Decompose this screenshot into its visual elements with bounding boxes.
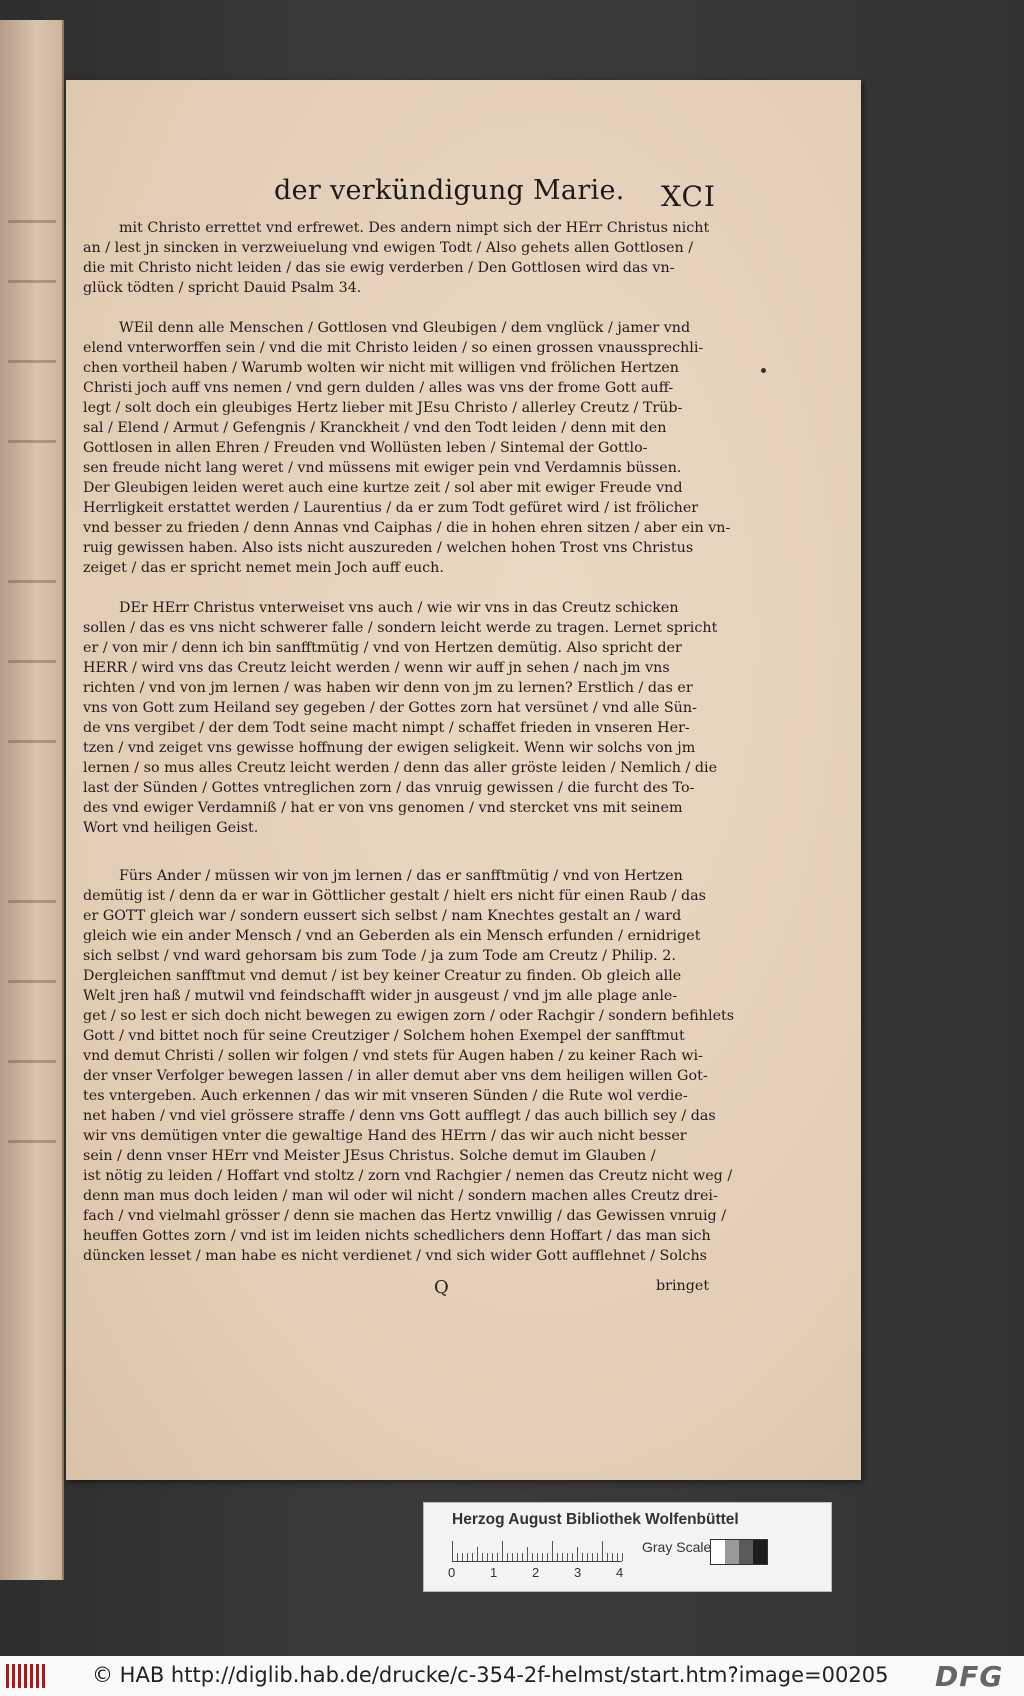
text-line: tzen / vnd zeiget vns gewisse hoffnung der ewigen seligkeit. Wenn wir solchs von jm <box>83 740 696 756</box>
text-line: get / so lest er sich doch nicht bewegen zu ewigen zorn / oder Rachgir / sondern befihlets <box>83 1008 735 1024</box>
ruler-tick <box>547 1553 548 1561</box>
ruler-number: 4 <box>616 1565 624 1580</box>
ruler-tick <box>577 1547 578 1561</box>
text-line: ruig gewissen haben. Also ists nicht auszureden / welchen hohen Trost vns Christus <box>83 540 694 556</box>
ruler <box>452 1539 622 1562</box>
text-line: vns von Gott zum Heiland sey gegeben / der Gottes zorn hat versünet / vnd alle Sün- <box>83 700 697 716</box>
ruler-tick <box>582 1553 583 1561</box>
folio-number: XCI <box>661 180 716 213</box>
text-line: Dergleichen sanfftmut vnd demut / ist bey keiner Creatur zu finden. Ob gleich alle <box>83 968 682 984</box>
text-line: chen vortheil haben / Warumb wolten wir nicht mit willigen vnd frölichen Hertzen <box>83 360 679 376</box>
text-line: ist nötig zu leiden / Hoffart vnd stoltz / zorn vnd Rachgier / nemen das Creutz nicht weg / <box>83 1168 733 1184</box>
text-line: wir vns demütigen vnter die gewaltige Hand des HErrn / das wir auch nicht besser <box>83 1128 687 1144</box>
ruler-tick <box>527 1547 528 1561</box>
text-line: Fürs Ander / müssen wir von jm lernen / das er sanfftmütig / vnd von Hertzen <box>119 868 683 884</box>
ruler-tick <box>487 1553 488 1561</box>
ruler-tick <box>462 1553 463 1561</box>
ruler-tick <box>542 1553 543 1561</box>
text-line: HERR / wird vns das Creutz leicht werden / wenn wir auff jn sehen / nach jm vns <box>83 660 670 676</box>
text-line: last der Sünden / Gottes vntreglichen zorn / das vnruig gewissen / die furcht des To- <box>83 780 695 796</box>
text-line: des vnd ewiger Verdamniß / hat er von vns genomen / vnd stercket vns mit seinem <box>83 800 683 816</box>
ruler-tick <box>587 1553 588 1561</box>
text-line: tes vntergeben. Auch erkennen / das wir mit vnseren Sünden / die Rute wol verdie- <box>83 1088 688 1104</box>
text-line: sich selbst / vnd ward gehorsam bis zum Tode / ja zum Tode am Creutz / Philip. 2. <box>83 948 676 964</box>
text-line: Christi joch auff vns nemen / vnd gern dulden / alles was vns der frome Gott auff- <box>83 380 674 396</box>
text-line: Herrligkeit erstattet werden / Laurentius / da er zum Todt gefüret wird / ist frölicher <box>83 500 699 516</box>
text-line: gleich wie ein ander Mensch / vnd an Geberden als ein Mensch erfunden / ernidriget <box>83 928 701 944</box>
gray-scale-swatches <box>710 1539 768 1565</box>
text-line: an / lest jn sincken in verzweiuelung vnd ewigen Todt / Also gehets allen Gottlosen / <box>83 240 694 256</box>
ruler-tick <box>557 1553 558 1561</box>
paragraph <box>83 218 748 298</box>
ruler-tick <box>617 1553 618 1561</box>
gray-swatch <box>753 1540 767 1564</box>
text-line: glück tödten / spricht Dauid Psalm 34. <box>83 280 362 296</box>
text-line: Welt jren haß / mutwil vnd feindschafft wider jn ausgeust / vnd jm alle plage anle- <box>83 988 678 1004</box>
ruler-tick <box>452 1541 453 1561</box>
text-line: er GOTT gleich war / sondern eussert sich selbst / nam Knechtes gestalt an / ward <box>83 908 682 924</box>
ruler-tick <box>592 1553 593 1561</box>
ruler-tick <box>597 1553 598 1561</box>
ruler-tick <box>502 1541 503 1561</box>
ruler-number: 0 <box>448 1565 456 1580</box>
text-line: Gottlosen in allen Ehren / Freuden vnd Wollüsten leben / Sintemal der Gottlo- <box>83 440 648 456</box>
ruler-number: 1 <box>490 1565 498 1580</box>
dfg-logo: DFG <box>935 1660 1004 1693</box>
text-line: lernen / so mus alles Creutz leicht werden / denn das aller gröste leiden / Nemlich / die <box>83 760 718 776</box>
text-line: richten / vnd von jm lernen / was haben wir denn von jm zu lernen? Erstlich / das er <box>83 680 693 696</box>
text-line: Der Gleubigen leiden weret auch eine kurtze zeit / sol aber mit ewiger Freude vnd <box>83 480 683 496</box>
ruler-tick <box>457 1553 458 1561</box>
gray-swatch <box>739 1540 753 1564</box>
text-line: demütig ist / denn da er war in Göttlicher gestalt / hielt ers nicht für einen Raub / das <box>83 888 707 904</box>
text-line: zeiget / das er spricht nemet mein Joch auff euch. <box>83 560 444 576</box>
footer-bar <box>0 1656 1024 1696</box>
ruler-tick <box>467 1553 468 1561</box>
text-line: net haben / vnd viel grössere straffe / denn vns Gott aufflegt / das auch billich sey / das <box>83 1108 716 1124</box>
ruler-tick <box>512 1553 513 1561</box>
running-head: der verkündigung Marie. <box>274 175 625 206</box>
ruler-tick <box>562 1553 563 1561</box>
ruler-tick <box>622 1553 623 1561</box>
text-line: denn man mus doch leiden / man wil oder wil nicht / sondern machen alles Creutz drei- <box>83 1188 718 1204</box>
ruler-tick <box>607 1553 608 1561</box>
previous-page-edge <box>0 20 64 1580</box>
ruler-tick <box>537 1553 538 1561</box>
ruler-tick <box>572 1553 573 1561</box>
ruler-tick <box>507 1553 508 1561</box>
ruler-tick <box>522 1553 523 1561</box>
text-line: Wort vnd heiligen Geist. <box>83 820 259 836</box>
hab-logo-stripes <box>6 1664 46 1688</box>
color-calibration-card <box>423 1502 832 1592</box>
gray-scale-label: Gray Scale <box>642 1539 712 1555</box>
card-title: Herzog August Bibliothek Wolfenbüttel <box>452 1511 739 1528</box>
ruler-tick <box>552 1541 553 1561</box>
ruler-tick <box>492 1553 493 1561</box>
text-line: sollen / das es vns nicht schwerer falle / sondern leicht werde zu tragen. Lernet spricht <box>83 620 718 636</box>
text-line: fach / vnd vielmahl grösser / denn sie machen das Hertz vnwillig / das Gewissen vnruig / <box>83 1208 727 1224</box>
text-line: vnd besser zu frieden / denn Annas vnd Caiphas / die in hohen ehren sitzen / aber ein vn- <box>83 520 731 536</box>
ink-spot <box>761 368 766 373</box>
ruler-number: 2 <box>532 1565 540 1580</box>
text-line: mit Christo errettet vnd erfrewet. Des andern nimpt sich der HErr Christus nicht <box>119 220 710 236</box>
footer-citation[interactable]: © HAB http://diglib.hab.de/drucke/c-354-2f-helmst/start.htm?image=00205 <box>92 1663 889 1687</box>
text-line: die mit Christo nicht leiden / das sie ewig verderben / Den Gottlosen wird das vn- <box>83 260 675 276</box>
ruler-tick <box>517 1553 518 1561</box>
paragraph <box>83 598 748 838</box>
ruler-tick <box>477 1547 478 1561</box>
text-line: sal / Elend / Armut / Gefengnis / Kranckheit / vnd den Todt leiden / denn mit den <box>83 420 667 436</box>
text-line: DEr HErr Christus vnterweiset vns auch / wie wir vns in das Creutz schicken <box>119 600 679 616</box>
text-line: WEil denn alle Menschen / Gottlosen vnd Gleubigen / dem vnglück / jamer vnd <box>119 320 691 336</box>
text-line: der vnser Verfolger bewegen lassen / in aller demut aber vns dem heiligen willen Got- <box>83 1068 708 1084</box>
ruler-tick <box>567 1553 568 1561</box>
text-line: er / von mir / denn ich bin sanfftmütig / vnd von Hertzen demütig. Also spricht der <box>83 640 682 656</box>
ruler-tick <box>602 1541 603 1561</box>
text-line: de vns vergibet / der dem Todt seine macht nimpt / schaffet frieden in vnseren Her- <box>83 720 690 736</box>
text-line: sein / denn vnser HErr vnd Meister JEsus Christus. Solche demut im Glauben / <box>83 1148 656 1164</box>
text-line: düncken lesset / man habe es nicht verdienet / vnd sich wider Gott aufflehnet / Solchs <box>83 1248 707 1264</box>
paragraph <box>83 866 748 1266</box>
text-line: sen freude nicht lang weret / vnd müssens mit ewiger pein vnd Verdamnis büssen. <box>83 460 682 476</box>
text-line: vnd demut Christi / sollen wir folgen / vnd stets für Augen haben / zu keiner Rach wi- <box>83 1048 703 1064</box>
gray-swatch <box>725 1540 739 1564</box>
text-line: legt / solt doch ein gleubiges Hertz lieber mit JEsu Christo / allerley Creutz / Trüb- <box>83 400 683 416</box>
ruler-tick <box>532 1553 533 1561</box>
gray-swatch <box>711 1540 725 1564</box>
text-line: heuffen Gottes zorn / vnd ist im leiden nichts schedlichers denn Hoffart / das man sich <box>83 1228 711 1244</box>
ruler-tick <box>497 1553 498 1561</box>
paragraph <box>83 318 748 578</box>
book-page <box>66 80 861 1480</box>
text-line: elend vnterworffen sein / vnd die mit Christo leiden / so einen grossen vnaussprechli- <box>83 340 704 356</box>
ruler-tick <box>612 1553 613 1561</box>
ruler-tick <box>472 1553 473 1561</box>
signature-mark: Q <box>434 1277 449 1298</box>
ruler-tick <box>482 1553 483 1561</box>
catchword: bringet <box>656 1278 710 1294</box>
ruler-number: 3 <box>574 1565 582 1580</box>
text-line: Gott / vnd bittet noch für seine Creutziger / Solchem hohen Exempel der sanfftmut <box>83 1028 685 1044</box>
